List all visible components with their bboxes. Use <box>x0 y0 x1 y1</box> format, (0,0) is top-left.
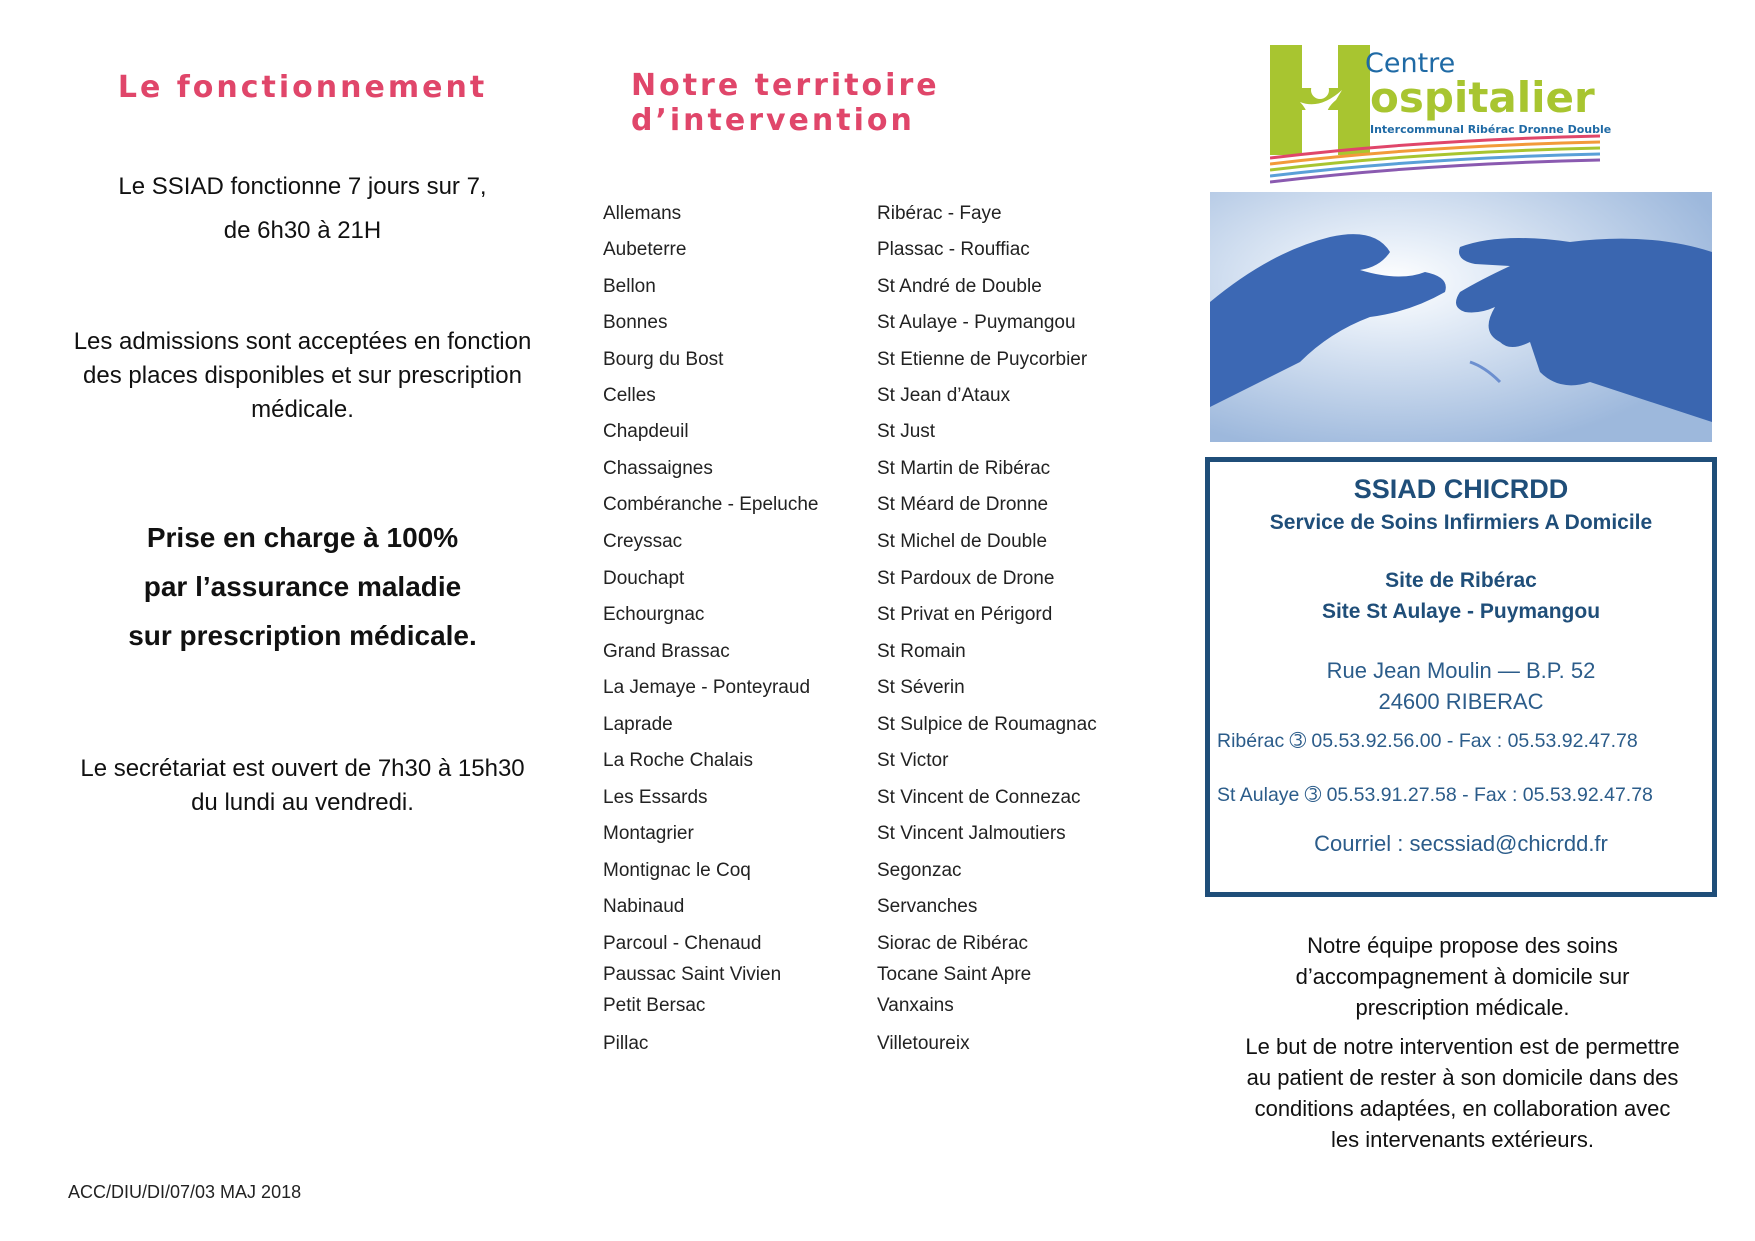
service-description <box>1205 930 1720 1163</box>
town-name: St Séverin <box>877 677 965 698</box>
town-name: Chapdeuil <box>603 421 689 442</box>
town-name: Echourgnac <box>603 604 705 625</box>
team-line-3: prescription médicale. <box>1355 995 1570 1020</box>
town-name: Paussac Saint Vivien <box>603 964 782 985</box>
service-title: SSIAD CHICRDD <box>1353 474 1569 504</box>
town-name: St Jean d’Ataux <box>877 385 1011 406</box>
town-name: Grand Brassac <box>603 641 730 662</box>
town-name: St Aulaye - Puymangou <box>877 312 1076 333</box>
goal-line-1: Le but de notre intervention est de permettre <box>1245 1034 1680 1059</box>
phone-riberac: Ribérac ➂ 05.53.92.56.00 - Fax : 05.53.92.47.78 <box>1217 730 1638 752</box>
town-name: La Roche Chalais <box>603 750 753 771</box>
logo-subtitle: Intercommunal Ribérac Dronne Double <box>1370 123 1612 136</box>
coverage-line-3: sur prescription médicale. <box>128 620 477 651</box>
functioning-heading: Le fonctionnement <box>117 70 488 105</box>
territory-heading: Notre territoire d’intervention <box>631 68 940 138</box>
admissions-line-1: Les admissions sont acceptées en fonction <box>73 328 532 355</box>
town-name: St Just <box>877 421 936 442</box>
town-name: St Méard de Dronne <box>877 494 1049 515</box>
team-line-2: d’accompagnement à domicile sur <box>1295 964 1630 989</box>
town-name: Aubeterre <box>603 239 687 260</box>
town-name: La Jemaye - Ponteyraud <box>603 677 811 698</box>
goal-line-3: conditions adaptées, en collaboration avec <box>1254 1096 1671 1121</box>
town-name: Bellon <box>603 276 656 297</box>
phone-st-aulaye: St Aulaye ➂ 05.53.91.27.58 - Fax : 05.53.92.47.78 <box>1217 784 1653 806</box>
hours-line-2: de 6h30 à 21H <box>223 217 382 244</box>
logo-word-centre: Centre <box>1365 48 1456 79</box>
town-name: St Michel de Double <box>877 531 1048 552</box>
town-name: Combéranche - Epeluche <box>603 494 819 515</box>
admissions-line-2: des places disponibles et sur prescription <box>83 362 522 389</box>
coverage-line-2: par l’assurance maladie <box>143 571 462 602</box>
admissions-line-3: médicale. <box>251 396 354 423</box>
town-name: Celles <box>603 385 656 406</box>
service-subtitle: Service de Soins Infirmiers A Domicile <box>1269 511 1653 534</box>
address-street: Rue Jean Moulin — B.P. 52 <box>1326 658 1596 683</box>
town-name: Tocane Saint Apre <box>877 964 1032 985</box>
town-name: Allemans <box>603 203 682 224</box>
town-name: Les Essards <box>603 787 708 808</box>
town-name: Petit Bersac <box>603 995 706 1016</box>
town-name: Segonzac <box>877 860 962 881</box>
town-name: Vanxains <box>877 995 954 1016</box>
document-reference: ACC/DIU/DI/07/03 MAJ 2018 <box>68 1182 302 1202</box>
town-name: St Etienne de Puycorbier <box>877 349 1088 370</box>
town-name: St Sulpice de Roumagnac <box>877 714 1097 735</box>
secretariat-line-1: Le secrétariat est ouvert de 7h30 à 15h30 <box>80 755 525 782</box>
town-name: Bonnes <box>603 312 668 333</box>
town-name: Douchapt <box>603 568 685 589</box>
left-column <box>30 70 575 820</box>
secretariat-line-2: du lundi au vendredi. <box>191 789 414 816</box>
address-city: 24600 RIBERAC <box>1378 689 1544 714</box>
town-name: Parcoul - Chenaud <box>603 933 762 954</box>
town-name: Montagrier <box>603 823 694 844</box>
town-name: St Vincent de Connezac <box>877 787 1081 808</box>
town-name: Ribérac - Faye <box>877 203 1002 224</box>
town-name: Siorac de Ribérac <box>877 933 1029 954</box>
town-name: Plassac - Rouffiac <box>877 239 1030 260</box>
town-name: St Privat en Périgord <box>877 604 1053 625</box>
team-line-1: Notre équipe propose des soins <box>1307 933 1618 958</box>
goal-line-2: au patient de rester à son domicile dans des <box>1246 1065 1679 1090</box>
town-name: Montignac le Coq <box>603 860 751 881</box>
town-name: St Martin de Ribérac <box>877 458 1051 479</box>
handshake-image <box>1210 192 1712 442</box>
hospital-logo <box>1270 40 1650 190</box>
contact-box <box>1205 457 1717 897</box>
town-name: Nabinaud <box>603 896 685 917</box>
site-riberac: Site de Ribérac <box>1385 569 1537 592</box>
town-name: Pillac <box>603 1033 649 1054</box>
territory-column <box>585 68 1165 1054</box>
town-name: Chassaignes <box>603 458 713 479</box>
hours-line-1: Le SSIAD fonctionne 7 jours sur 7, <box>118 173 487 200</box>
town-name: Villetoureix <box>877 1033 970 1054</box>
town-name: Creyssac <box>603 531 683 552</box>
town-name: Bourg du Bost <box>603 349 724 370</box>
goal-line-4: les intervenants extérieurs. <box>1331 1127 1594 1152</box>
contact-email: Courriel : secssiad@chicrdd.fr <box>1314 831 1608 856</box>
town-name: Laprade <box>603 714 673 735</box>
coverage-line-1: Prise en charge à 100% <box>146 522 459 553</box>
town-name: St Romain <box>877 641 966 662</box>
site-st-aulaye: Site St Aulaye - Puymangou <box>1321 600 1601 623</box>
town-name: Servanches <box>877 896 978 917</box>
town-name: St Vincent Jalmoutiers <box>877 823 1066 844</box>
town-name: St André de Double <box>877 276 1042 297</box>
town-name: St Pardoux de Drone <box>877 568 1055 589</box>
town-name: St Victor <box>877 750 949 771</box>
logo-word-hospitalier: ospitalier <box>1370 73 1595 122</box>
